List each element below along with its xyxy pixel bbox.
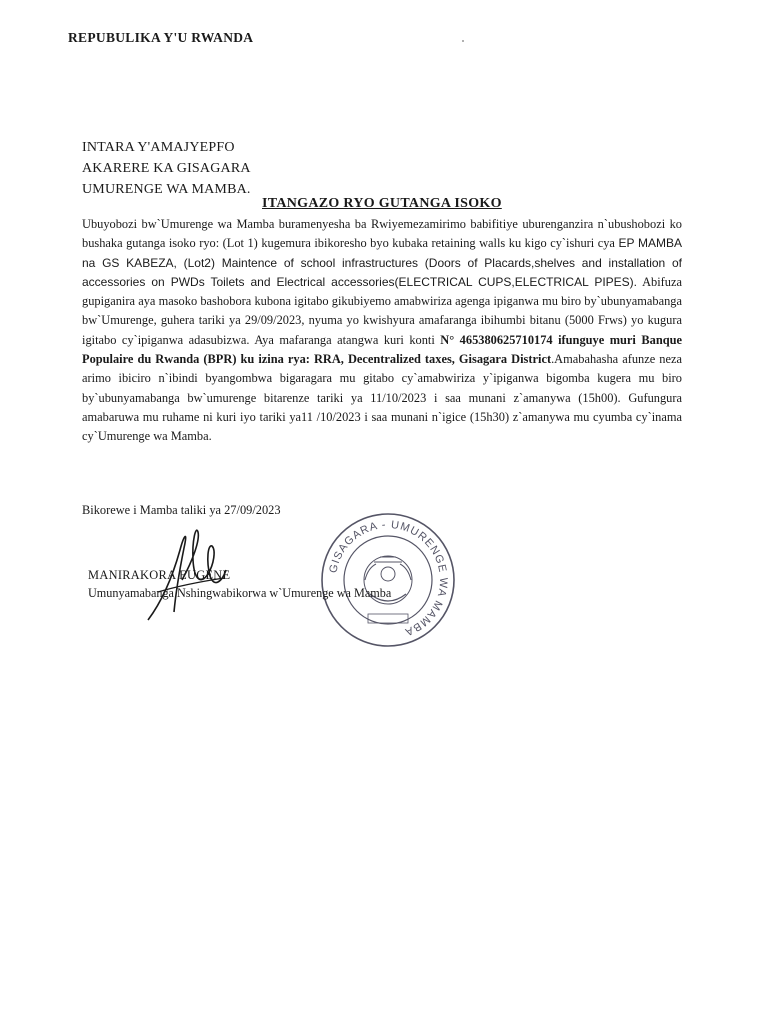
handwritten-signature	[138, 520, 238, 630]
body-part-1: Ubuyobozi bw`Umurenge wa Mamba buramenyesha ba Rwiyemezamirimo babifitiye uburenganzira n`ubushobozi ko bushaka gutanga isoko ryo: (Lot 1) kugemura ibikoresho byo kubaka retaining walls ku kigo cy`ishuri cya	[82, 217, 682, 251]
svg-text:GISAGARA - UMURENGE WA MAMBA	[327, 519, 449, 638]
account-details: N° 465380625710174 ifunguye muri Banque Populaire du Rwanda (BPR) ku izina rya: RRA, Decentralized taxes, Gisagara District	[82, 332, 682, 367]
district-line: AKARERE KA GISAGARA	[82, 161, 251, 176]
admin-block	[82, 137, 251, 200]
scan-speck	[462, 40, 464, 42]
body-part-3: Abifuza gupiganira aya masoko bashobora kubona igitabo gikubiyemo amabwiriza agenga ipiganwa mu biro by`ubunyamabanga bw`Umurenge, guhera tariki ya 29/09/2023, nyuma yo kwishyura amafaranga ibihumbi bitanu (5000 Frws) yo kugura igitabo cy`ipiganwa adasubizwa. Aya mafaranga atangwa kuri konti	[82, 274, 682, 347]
date-line: Bikorewe i Mamba taliki ya 27/09/2023	[82, 503, 281, 517]
republic-header: REPUBULIKA Y'U RWANDA	[68, 30, 254, 45]
signer-title: Umunyamabanga Nshingwabikorwa w`Umurenge wa Mamba	[88, 586, 392, 600]
stamp-text: GISAGARA - UMURENGE WA MAMBA	[327, 518, 450, 639]
sector-line: UMURENGE WA MAMBA.	[82, 182, 251, 197]
body-part-5: .Amabahasha afunze neza arimo ibiciro n`ibindi byangombwa bigaragara mu gitabo cy`amabwiriza y`ipiganwa bigomba kugera mu biro by`ubunyamabanga bw`umurenge bitarenze tariki ya 11/10/2023 i saa munani z`amanywa (15h00). Gufungura amabaruwa mu ruhame ni kuri iyo tariki ya11 /10/2023 i saa munani n`igice (15h30) z`amanywa mu cyumba cy`inama cy`Umurenge wa Mamba.	[82, 352, 682, 444]
notice-body	[82, 215, 682, 447]
body-part-2: EP MAMBA na GS KABEZA, (Lot2) Maintence of school infrastructures (Doors of Placards,shelves and installation of accessories on PWDs Toilets and Electrical accessories(ELECTRICAL CUPS,ELECTRICAL PIPES).	[82, 236, 682, 289]
official-stamp	[318, 510, 458, 650]
notice-title: ITANGAZO RYO GUTANGA ISOKO	[262, 196, 502, 211]
signer-name: MANIRAKORA EUGENE	[88, 568, 231, 582]
province-line: INTARA Y'AMAJYEPFO	[82, 140, 235, 155]
